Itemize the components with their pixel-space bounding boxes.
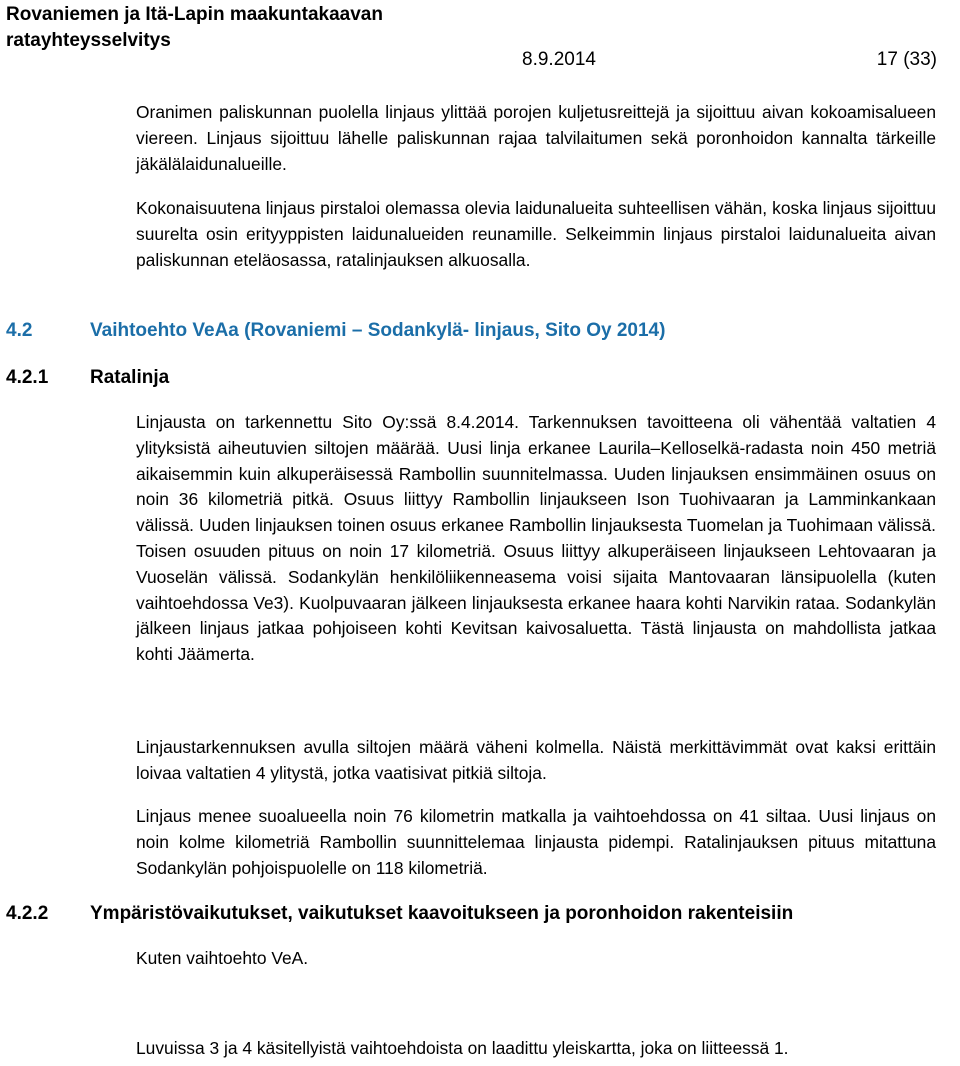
section-title: Ympäristövaikutukset, vaikutukset kaavoitukseen ja poronhoidon rakenteisiin — [90, 903, 794, 924]
page-number: 17 (33) — [876, 49, 937, 70]
paragraph: Kokonaisuutena linjaus pirstaloi olemassa olevia laidunalueita suhteellisen vähän, koska linjaus sijoittuu suurelta osin erityyppisten laidunalueiden reunamille. Selkeimmin linjaus pirstaloi laidunalueita aivan paliskunnan eteläosassa, ratalinjauksen alkuosalla. — [136, 198, 936, 270]
paragraph: Kuten vaihtoehto VeA. — [136, 948, 309, 968]
section-number: 4.2.1 — [6, 367, 49, 388]
paragraph-block-7 — [136, 1036, 936, 1062]
paragraph-block-5 — [136, 804, 936, 881]
paragraph: Luvuissa 3 ja 4 käsitellyistä vaihtoehdoista on laadittu yleiskartta, joka on liitteessä 1. — [136, 1038, 789, 1058]
section-number: 4.2 — [6, 320, 33, 341]
paragraph-block-3 — [136, 410, 936, 668]
document-date: 8.9.2014 — [522, 49, 596, 70]
section-title: Ratalinja — [90, 367, 170, 388]
paragraph: Linjausta on tarkennettu Sito Oy:ssä 8.4.2014. Tarkennuksen tavoitteena oli vähentää valtatien 4 ylityksistä aiheutuvien siltojen määrää. Uusi linja erkanee Laurila–Kelloselkä-radasta noin 450 metriä aikaisemmin kuin alkuperäisessä Rambollin suunnitelmassa. Uuden linjauksen ensimmäinen osuus on noin 36 kilometriä pitkä. Osuus liittyy Rambollin linjaukseen Ison Tuohivaaran ja Lamminkankaan välissä. Uuden linjauksen toinen osuus erkanee Rambollin linjauksesta Tuomelan ja Tuohimaan välissä. Toisen osuuden pituus on noin 17 kilometriä. Osuus liittyy alkuperäiseen linjaukseen Lehtovaaran ja Vuoselän välissä. Sodankylän henkilöliikenneasema voisi sijaita Mantovaaran länsipuolella (kuten vaihtoehdossa Ve3). Kuolpuvaaran jälkeen linjauksesta erkanee haara kohti Narvikin rataa. Sodankylän jälkeen linjaus jatkaa pohjoiseen kohti Kevitsan kaivosaluetta. Tästä linjausta on mahdollista jatkaa kohti Jäämerta. — [136, 412, 936, 665]
paragraph-block-2 — [136, 196, 936, 273]
section-heading-4-2-1 — [6, 365, 169, 391]
section-heading-4-2 — [6, 318, 665, 344]
paragraph: Linjaus menee suoalueella noin 76 kilometrin matkalla ja vaihtoehdossa on 41 siltaa. Uusi linjaus on noin kolme kilometriä Rambollin suunnittelemaa linjausta pidempi. Ratalinjauksen pituus mitattuna Sodankylän pohjoispuolelle on 118 kilometriä. — [136, 806, 936, 878]
section-number: 4.2.2 — [6, 903, 49, 924]
paragraph: Linjaustarkennuksen avulla siltojen määrä väheni kolmella. Näistä merkittävimmät ovat kaksi erittäin loivaa valtatien 4 ylitystä, jotka vaatisivat pitkiä siltoja. — [136, 737, 936, 783]
paragraph-block-1 — [136, 100, 936, 177]
document-title: Rovaniemen ja Itä-Lapin maakuntakaavan ratayhteysselvitys — [6, 4, 383, 51]
section-heading-4-2-2 — [6, 901, 793, 927]
paragraph-block-4 — [136, 735, 936, 787]
section-title: Vaihtoehto VeAa (Rovaniemi – Sodankylä- linjaus, Sito Oy 2014) — [90, 320, 666, 341]
paragraph: Oranimen paliskunnan puolella linjaus ylittää porojen kuljetusreittejä ja sijoittuu aivan kokoamisalueen viereen. Linjaus sijoittuu lähelle paliskunnan rajaa talvilaitumen sekä poronhoidon kannalta tärkeille jäkälälaidunalueille. — [136, 102, 936, 174]
paragraph-block-6 — [136, 946, 936, 972]
